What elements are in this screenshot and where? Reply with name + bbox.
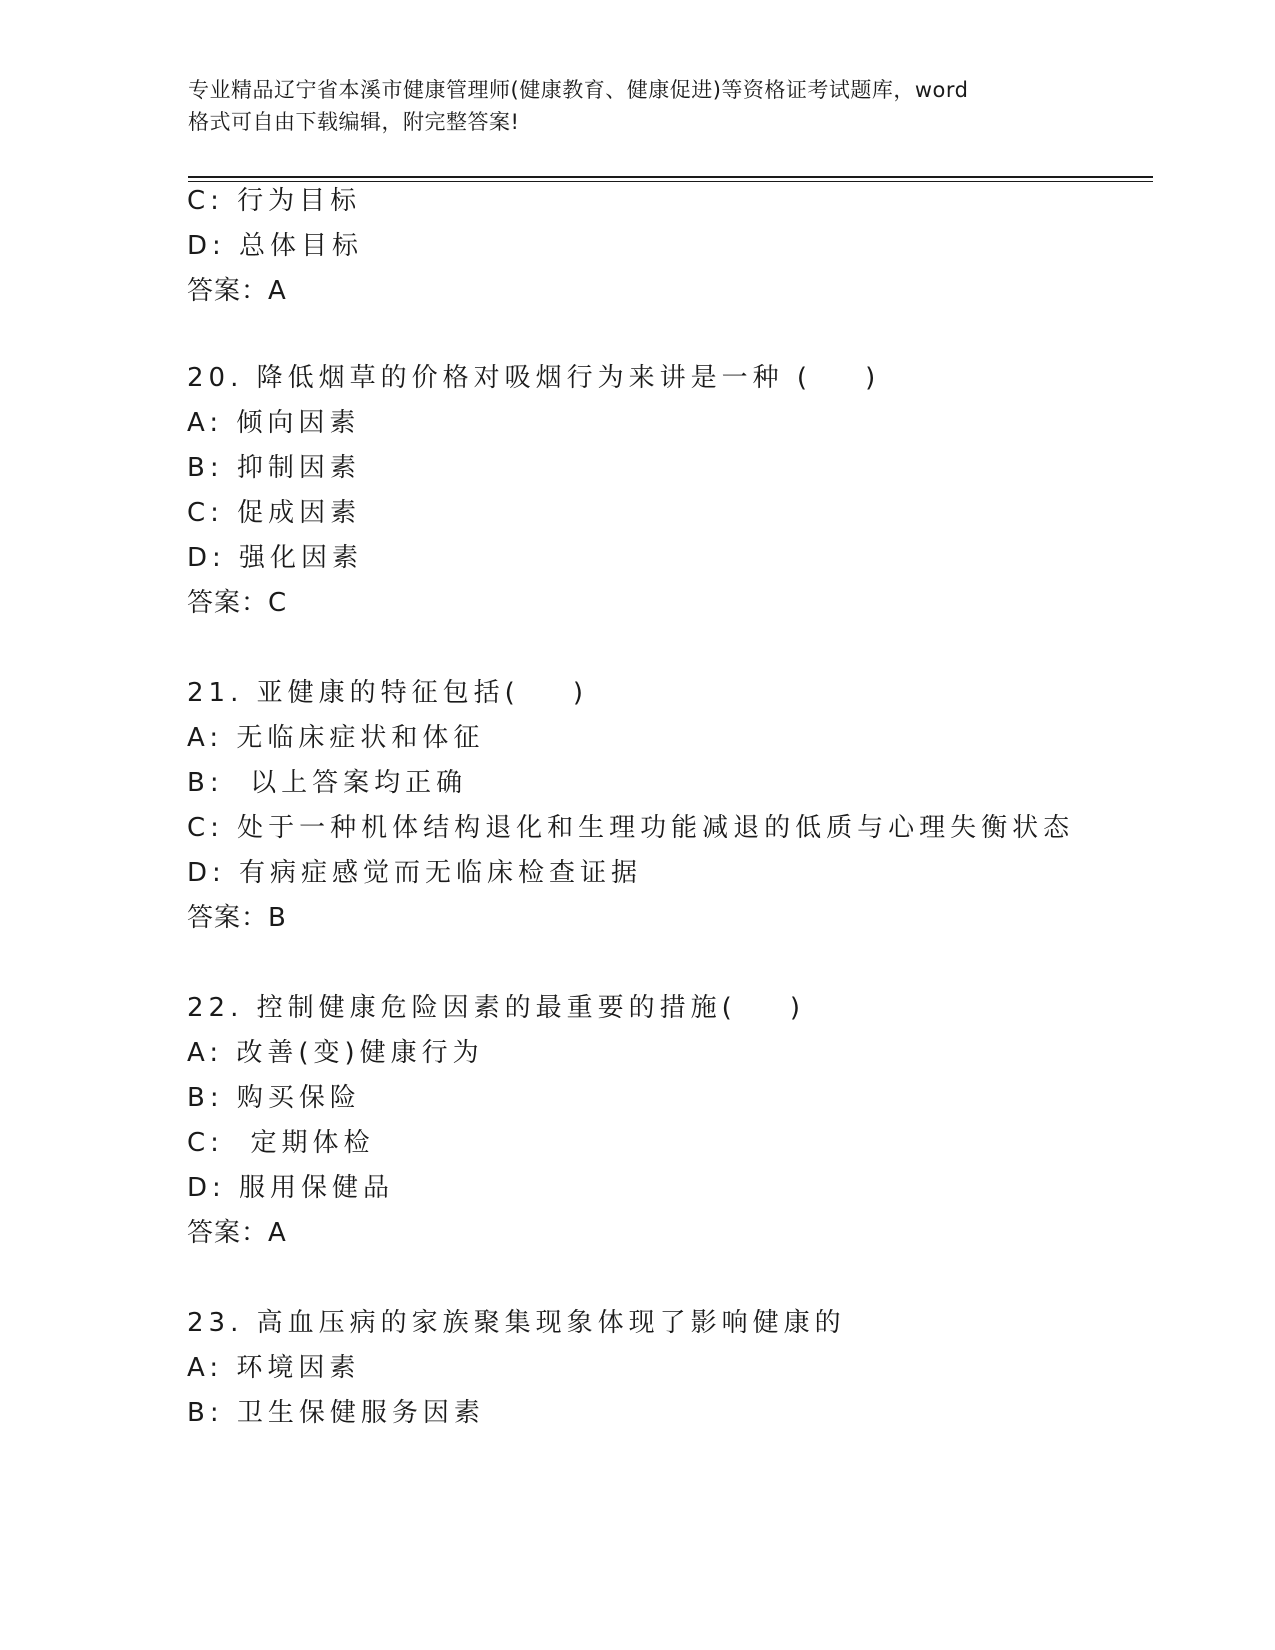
q20-option-c: C: 促成因素 [187,498,362,528]
q23-question: 23. 高血压病的家族聚集现象体现了影响健康的 [187,1308,846,1338]
header-line-2: 格式可自由下载编辑，附完整答案! [188,110,520,134]
q21-option-c: C: 处于一种机体结构退化和生理功能减退的低质与心理失衡状态 [187,813,1075,843]
q22-option-b: B: 购买保险 [187,1083,361,1113]
q22-option-d: D: 服用保健品 [187,1173,395,1203]
q19-answer: 答案：A [187,276,287,306]
q21-question: 21. 亚健康的特征包括( ) [187,678,588,708]
q22-answer: 答案：A [187,1218,287,1248]
q19-option-d: D: 总体目标 [187,231,364,261]
q20-option-a: A: 倾向因素 [187,408,361,438]
q20-question: 20. 降低烟草的价格对吸烟行为来讲是一种 ( ) [187,363,881,393]
q22-option-c: C: 定期体检 [187,1128,375,1158]
document-header [188,74,1088,138]
q23-option-a: A: 环境因素 [187,1353,361,1383]
q20-option-d: D: 强化因素 [187,543,364,573]
header-divider-thick [188,176,1153,178]
q21-option-a: A: 无临床症状和体征 [187,723,485,753]
header-line-1: 专业精品辽宁省本溪市健康管理师(健康教育、健康促进)等资格证考试题库，word [188,78,969,102]
q20-option-b: B: 抑制因素 [187,453,361,483]
q22-question: 22. 控制健康危险因素的最重要的措施( ) [187,993,805,1023]
q19-option-c: C: 行为目标 [187,186,362,216]
q21-answer: 答案：B [187,903,287,933]
q21-option-d: D: 有病症感觉而无临床检查证据 [187,858,643,888]
q22-option-a: A: 改善(变)健康行为 [187,1038,484,1068]
q20-answer: 答案：C [187,588,288,618]
header-divider-thin [188,181,1153,182]
q21-option-b: B: 以上答案均正确 [187,768,468,798]
q23-option-b: B: 卫生保健服务因素 [187,1398,485,1428]
